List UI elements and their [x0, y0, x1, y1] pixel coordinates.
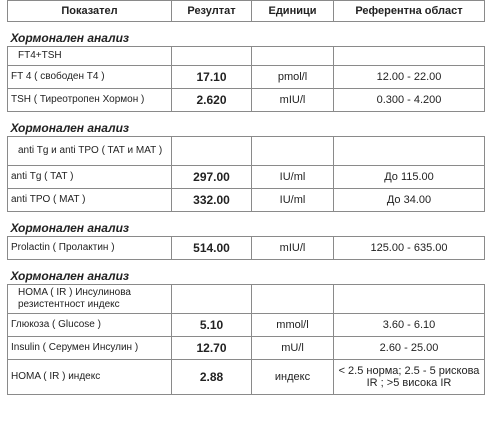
indicator-name: FT 4 ( свободен T4 ) [8, 66, 172, 89]
unit: mU/l [252, 337, 334, 360]
result-value: 332.00 [172, 189, 252, 212]
unit: pmol/l [252, 66, 334, 89]
result-value: 17.10 [172, 66, 252, 89]
panel-row [8, 285, 485, 314]
indicator-name: Prolactin ( Пролактин ) [8, 237, 172, 260]
empty-cell [172, 137, 252, 166]
panel-row [8, 137, 485, 166]
reference-range: До 34.00 [334, 189, 485, 212]
section-title-row [8, 112, 485, 137]
header-indicator: Показател [8, 1, 172, 22]
reference-range: 125.00 - 635.00 [334, 237, 485, 260]
reference-range: 3.60 - 6.10 [334, 314, 485, 337]
table-header [8, 1, 485, 22]
section-title-row [8, 212, 485, 237]
panel-name: FT4+TSH [8, 47, 172, 66]
empty-cell [334, 285, 485, 314]
reference-range: 2.60 - 25.00 [334, 337, 485, 360]
result-value: 5.10 [172, 314, 252, 337]
unit: индекс [252, 360, 334, 395]
reference-range: 0.300 - 4.200 [334, 89, 485, 112]
indicator-name: Глюкоза ( Glucose ) [8, 314, 172, 337]
section-title: Хормонален анализ [8, 260, 485, 285]
header-reference: Референтна област [334, 1, 485, 22]
result-value: 514.00 [172, 237, 252, 260]
lab-results-table [7, 0, 485, 395]
table-row [8, 189, 485, 212]
section-title: Хормонален анализ [8, 22, 485, 47]
indicator-name: anti Tg ( TAT ) [8, 166, 172, 189]
reference-range: 12.00 - 22.00 [334, 66, 485, 89]
unit: IU/ml [252, 189, 334, 212]
result-value: 297.00 [172, 166, 252, 189]
panel-name: HOMA ( IR ) Инсулинова резистентност индекс [8, 285, 172, 314]
empty-cell [334, 137, 485, 166]
unit: mmol/l [252, 314, 334, 337]
unit: mIU/l [252, 237, 334, 260]
table-row [8, 89, 485, 112]
indicator-name: HOMA ( IR ) индекс [8, 360, 172, 395]
section-title: Хормонален анализ [8, 212, 485, 237]
reference-range: < 2.5 норма; 2.5 - 5 рискова IR ; >5 висока IR [334, 360, 485, 395]
header-result: Резултат [172, 1, 252, 22]
empty-cell [334, 47, 485, 66]
empty-cell [252, 47, 334, 66]
table-row [8, 360, 485, 395]
section-title-row [8, 22, 485, 47]
table-row [8, 314, 485, 337]
table-row [8, 337, 485, 360]
indicator-name: anti TPO ( MAT ) [8, 189, 172, 212]
table-row [8, 66, 485, 89]
table-row [8, 237, 485, 260]
result-value: 2.620 [172, 89, 252, 112]
empty-cell [252, 137, 334, 166]
empty-cell [172, 47, 252, 66]
unit: IU/ml [252, 166, 334, 189]
result-value: 12.70 [172, 337, 252, 360]
empty-cell [172, 285, 252, 314]
section-title-row [8, 260, 485, 285]
reference-range: До 115.00 [334, 166, 485, 189]
panel-row [8, 47, 485, 66]
indicator-name: TSH ( Тиреотропен Хормон ) [8, 89, 172, 112]
indicator-name: Insulin ( Серумен Инсулин ) [8, 337, 172, 360]
panel-name: anti Tg и anti TPO ( TAT и MAT ) [8, 137, 172, 166]
table-row [8, 166, 485, 189]
section-title: Хормонален анализ [8, 112, 485, 137]
header-units: Единици [252, 1, 334, 22]
result-value: 2.88 [172, 360, 252, 395]
empty-cell [252, 285, 334, 314]
unit: mIU/l [252, 89, 334, 112]
